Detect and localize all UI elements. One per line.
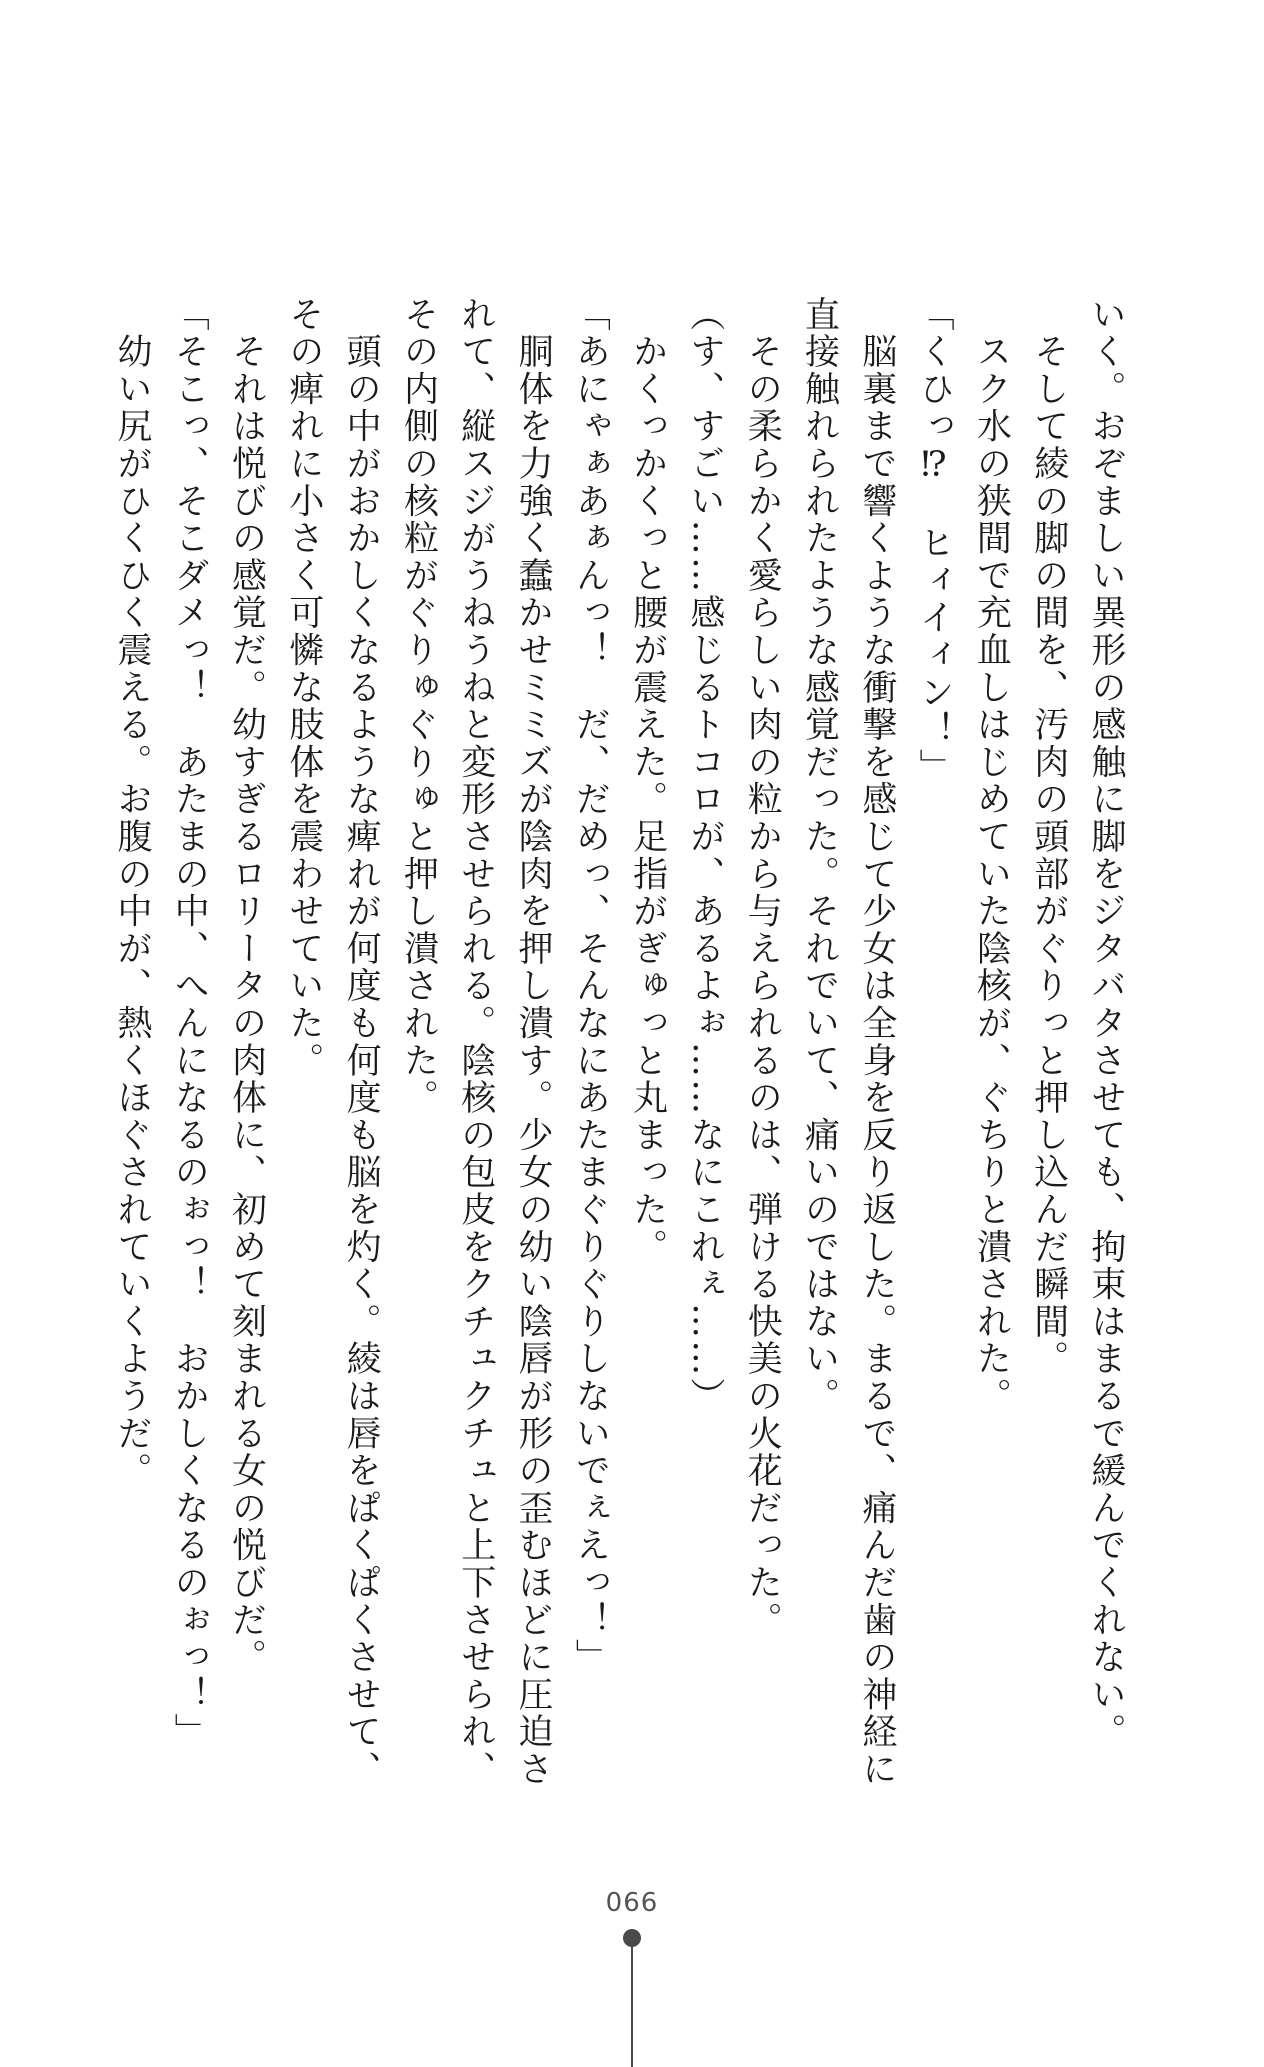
text-line: 幼い尻がひくひく震える。お腹の中が、熱くほぐされていくようだ。 xyxy=(111,296,152,1490)
text-line: 胴体を力強く蠢かせミミズが陰肉を押し潰す。少女の幼い陰唇が形の歪むほどに圧迫さ xyxy=(513,296,554,1788)
text-line: いく。おぞましい異形の感触に脚をジタバタさせても、拘束はまるで緩んでくれない。 xyxy=(1086,296,1126,1751)
text-line: スク水の狭間で充血しはじめていた陰核が、ぐちりと潰された。 xyxy=(971,296,1012,1415)
vertical-text-body xyxy=(111,296,1134,1788)
text-line: 「そこっ、そこダメっ！ あたまの中、へんになるのぉっ！ おかしくなるのぉっ！」 xyxy=(169,296,210,1751)
text-line: その内側の核粒がぐりゅぐりゅと押し潰された。 xyxy=(398,296,439,1117)
text-line: それは悦びの感覚だ。幼すぎるロリータの肉体に、初めて刻まれる女の悦びだ。 xyxy=(226,296,267,1677)
text-line: その痺れに小さく可憐な肢体を震わせていた。 xyxy=(283,296,324,1080)
text-line: 「あにゃぁあぁんっ！ だ、だめっ、そんなにあたまぐりぐりしないでぇえっ！」 xyxy=(570,296,611,1677)
text-line: れて、縦スジがうねうねと変形させられる。陰核の包皮をクチュクチュと上下させられ、 xyxy=(455,296,496,1788)
text-line: 「くひっ⁉ ヒィイィン！」 xyxy=(914,296,955,786)
text-line: 頭の中がおかしくなるような痺れが何度も何度も脳を灼く。綾は唇をぱくぱくさせて、 xyxy=(341,296,382,1788)
marker-line xyxy=(631,1943,633,2067)
text-line: 直接触れられたような感覚だった。それでいて、痛いのではない。 xyxy=(799,296,840,1415)
text-line: かくっかくっと腰が震えた。足指がぎゅっと丸まった。 xyxy=(627,296,668,1266)
text-line: その柔らかく愛らしい肉の粒から与えられるのは、弾ける快美の火花だった。 xyxy=(742,296,783,1639)
text-line: そして綾の脚の間を、汚肉の頭部がぐりっと押し込んだ瞬間。 xyxy=(1028,296,1069,1378)
text-line: 脳裏まで響くような衝撃を感じて少女は全身を反り返した。まるで、痛んだ歯の神経に xyxy=(856,296,897,1788)
page-marker xyxy=(622,1929,642,2067)
page-number: 066 xyxy=(605,1888,659,1918)
text-line: （す、すごい……感じるトコロが、あるよぉ……なにこれぇ……） xyxy=(684,296,725,1415)
